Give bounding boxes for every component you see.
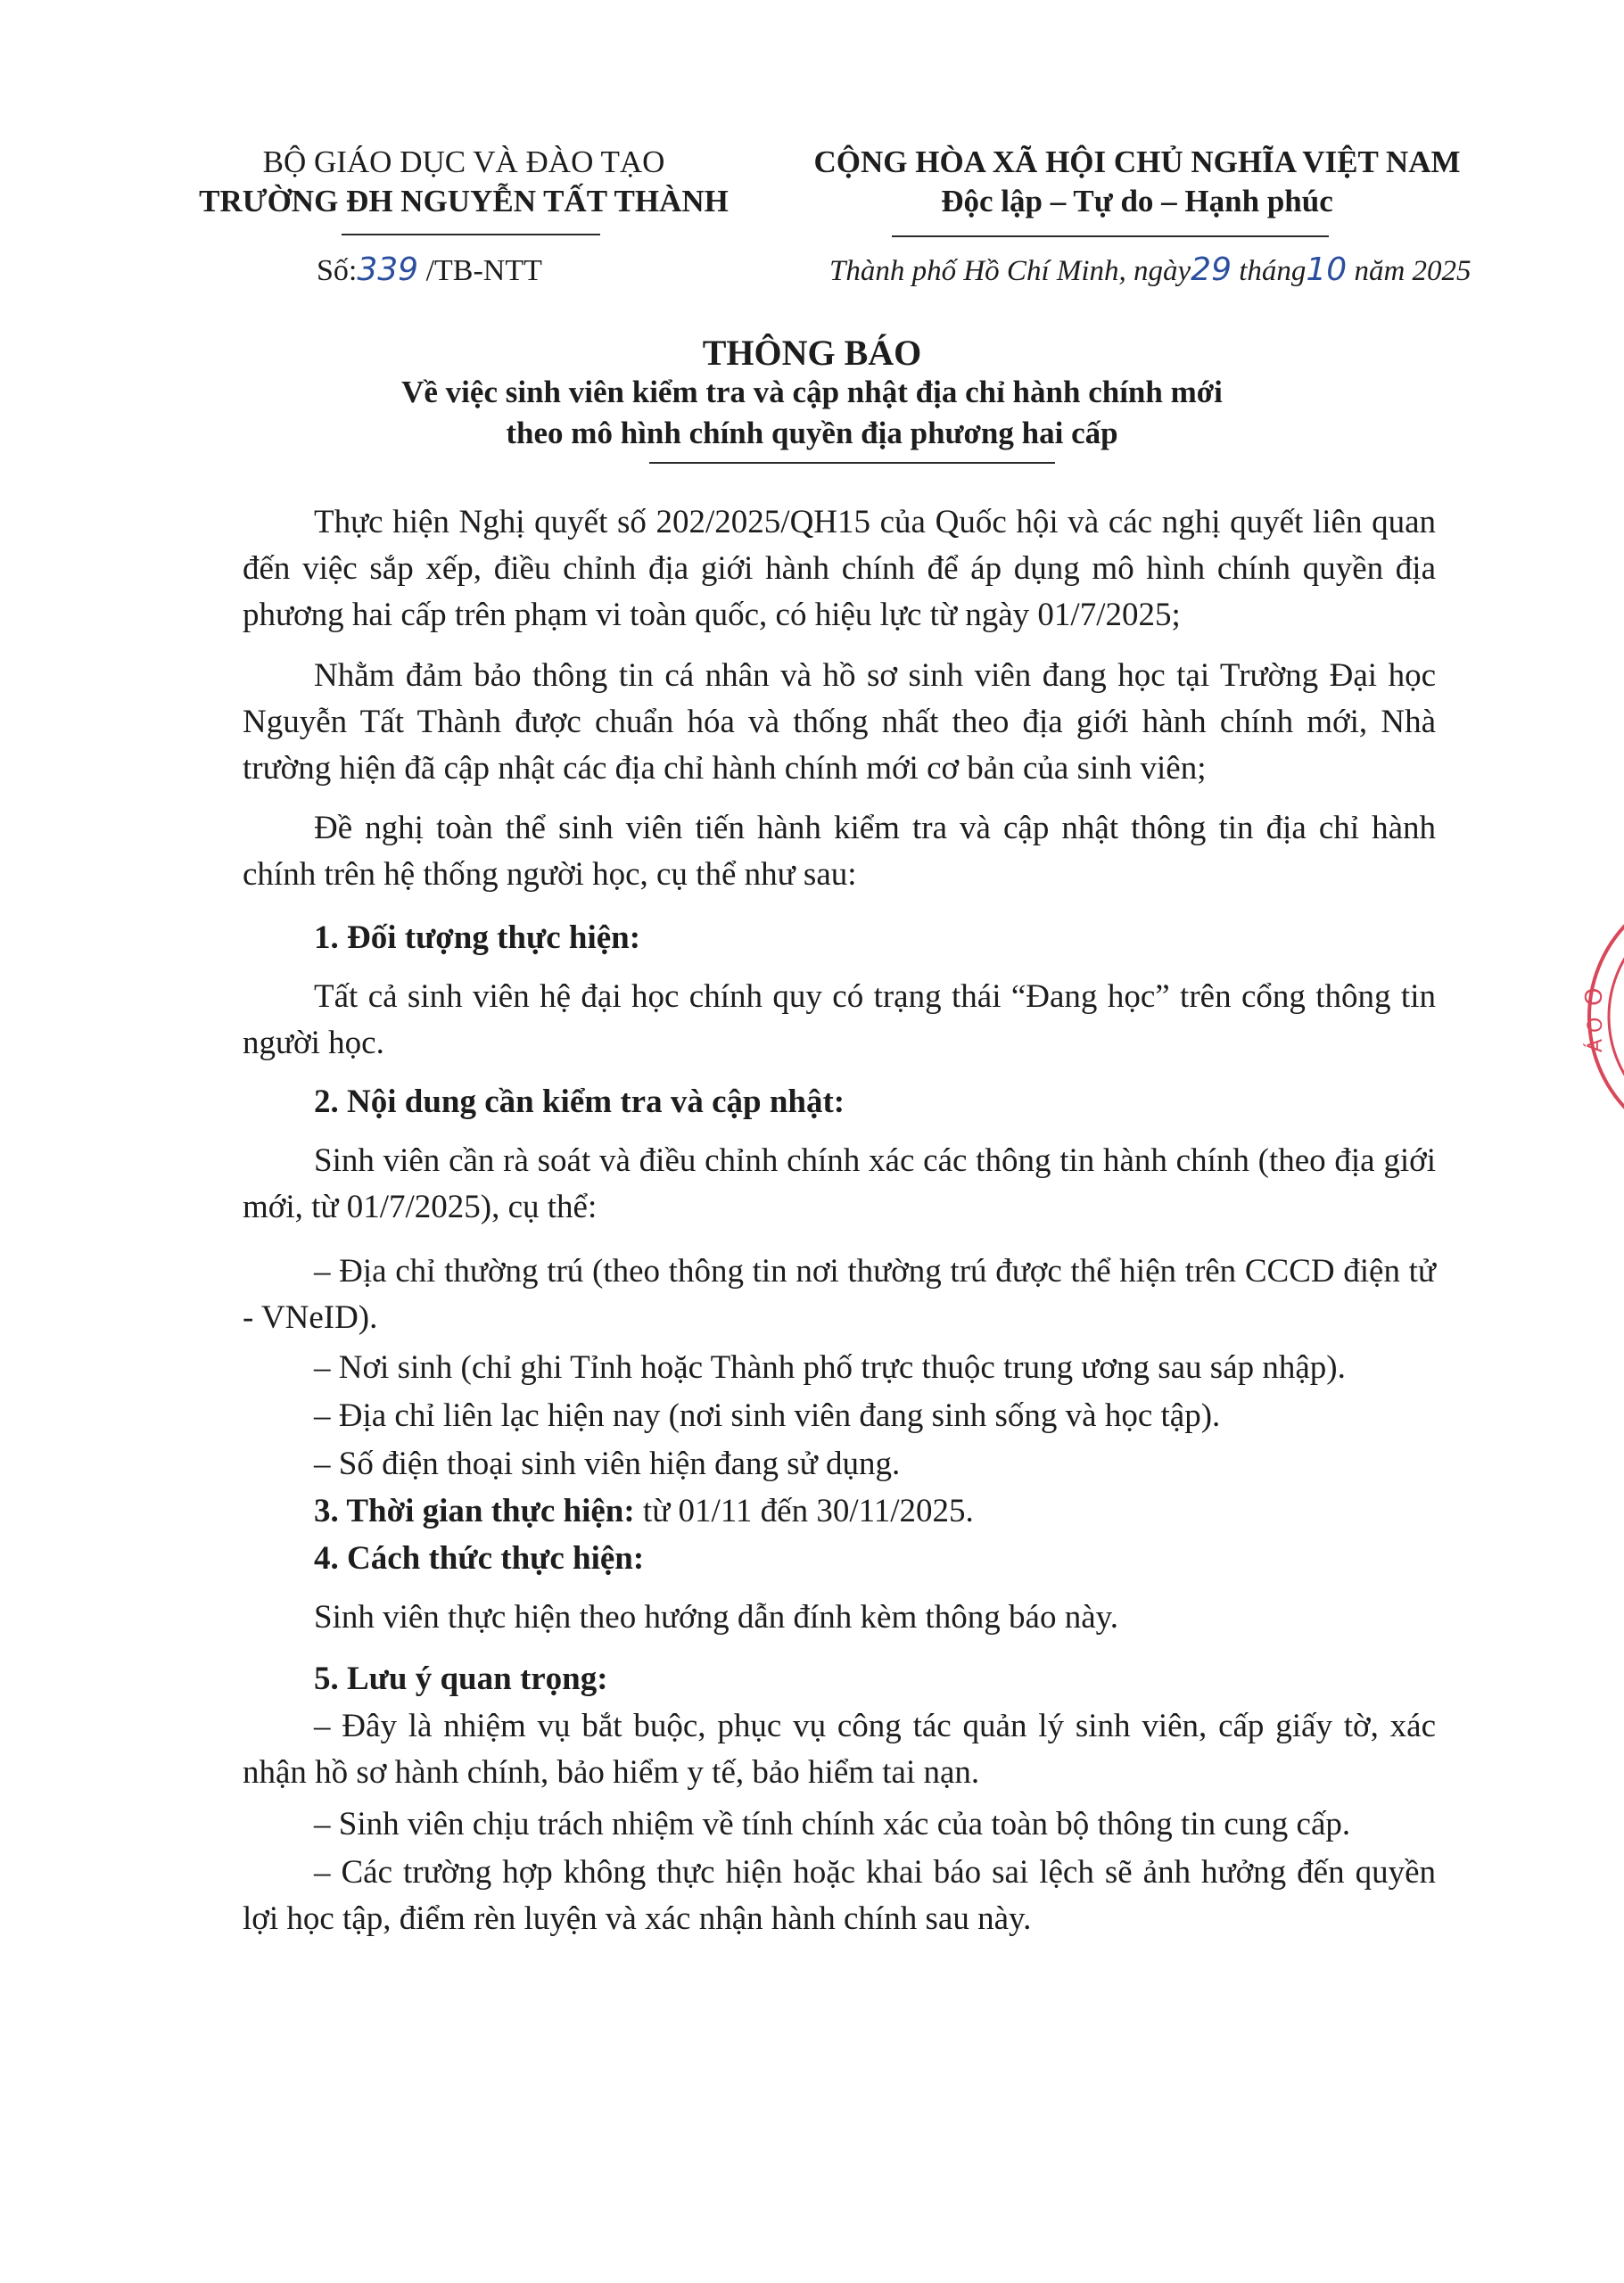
intro-paragraph-2: Nhằm đảm bảo thông tin cá nhân và hồ sơ sinh viên đang học tại Trường Đại học Nguyễn Tất Thành được chuẩn hóa và thống nhất theo địa giới hành chính mới, Nhà trường hiện đã cập nhật các địa chỉ hành chính mới cơ bản của sinh viên; xyxy=(243,657,1436,787)
section-1-text: Tất cả sinh viên hệ đại học chính quy có trạng thái “Đang học” trên cổng thông tin người học. xyxy=(243,978,1436,1061)
national-motto: Độc lập – Tự do – Hạnh phúc xyxy=(941,184,1333,218)
section-1-heading: 1. Đối tượng thực hiện: xyxy=(314,919,641,956)
section-4-text: Sinh viên thực hiện theo hướng dẫn đính kèm thông báo này. xyxy=(314,1599,1118,1636)
motto-underline xyxy=(892,235,1329,237)
university-name: TRƯỜNG ĐH NGUYỄN TẤT THÀNH xyxy=(199,184,729,218)
seal-graphic xyxy=(1571,901,1624,1133)
section-2-bullet-3: – Địa chỉ liên lạc hiện nay (nơi sinh viên đang sinh sống và học tập). xyxy=(314,1397,1221,1434)
section-4-heading: 4. Cách thức thực hiện: xyxy=(314,1540,645,1577)
document-title: THÔNG BÁO xyxy=(702,333,922,373)
intro-paragraph-1: Thực hiện Nghị quyết số 202/2025/QH15 của Quốc hội và các nghị quyết liên quan đến việc sắp xếp, điều chỉnh địa giới hành chính để áp dụng mô hình chính quyền địa phương hai cấp trên phạm vi toàn quốc, có hiệu lực từ ngày 01/7/2025; xyxy=(243,504,1436,633)
svg-text:Á O: Á O xyxy=(1585,1017,1607,1052)
national-heading xyxy=(763,143,1512,221)
document-subtitle-2: theo mô hình chính quyền địa phương hai cấp xyxy=(506,416,1118,450)
date-year: năm 2025 xyxy=(1354,255,1471,287)
ref-prefix: Số: xyxy=(317,254,358,287)
official-seal-partial xyxy=(1571,901,1624,1133)
section-5-heading: 5. Lưu ý quan trọng: xyxy=(314,1661,608,1697)
section-2-bullet-2: – Nơi sinh (chỉ ghi Tỉnh hoặc Thành phố trực thuộc trung ương sau sáp nhập). xyxy=(314,1349,1346,1386)
document-number xyxy=(317,251,542,288)
title-underline xyxy=(649,462,1055,464)
document-subtitle-1: Về việc sinh viên kiểm tra và cập nhật địa chỉ hành chính mới xyxy=(401,375,1223,409)
intro-paragraph-3: Đề nghị toàn thể sinh viên tiến hành kiểm tra và cập nhật thông tin địa chỉ hành chính trên hệ thống người học, cụ thể như sau: xyxy=(243,810,1436,893)
date-day-handwritten: 29 xyxy=(1191,251,1232,288)
svg-text:O: O xyxy=(1581,987,1608,1006)
document-date xyxy=(829,251,1471,288)
section-3 xyxy=(243,1488,1436,1535)
ref-number-handwritten: 339 xyxy=(357,251,419,288)
country-name: CỘNG HÒA XÃ HỘI CHỦ NGHĨA VIỆT NAM xyxy=(813,144,1461,179)
section-5-bullet-2: – Sinh viên chịu trách nhiệm về tính chính xác của toàn bộ thông tin cung cấp. xyxy=(314,1806,1351,1842)
section-5-bullet-3: – Các trường hợp không thực hiện hoặc khai báo sai lệch sẽ ảnh hưởng đến quyền lợi học tập, điểm rèn luyện và xác nhận hành chính sau này. xyxy=(243,1854,1436,1937)
section-3-heading: 3. Thời gian thực hiện: xyxy=(314,1493,635,1529)
date-month-handwritten: 10 xyxy=(1306,251,1348,288)
ministry-name: BỘ GIÁO DỤC VÀ ĐÀO TẠO xyxy=(262,144,665,179)
issuer-block xyxy=(169,143,758,221)
ref-suffix: /TB-NTT xyxy=(425,254,542,287)
section-2-heading: 2. Nội dung cần kiểm tra và cập nhật: xyxy=(314,1084,845,1120)
section-2-text: Sinh viên cần rà soát và điều chỉnh chính xác các thông tin hành chính (theo địa giới mới, từ 01/7/2025), cụ thể: xyxy=(243,1142,1436,1225)
section-5-bullet-1: – Đây là nhiệm vụ bắt buộc, phục vụ công tác quản lý sinh viên, cấp giấy tờ, xác nhận hồ sơ hành chính, bảo hiểm y tế, bảo hiểm tai nạn. xyxy=(243,1708,1436,1791)
section-2-bullet-4: – Số điện thoại sinh viên hiện đang sử dụng. xyxy=(314,1446,901,1482)
date-month-label: tháng xyxy=(1239,255,1307,287)
section-3-text: từ 01/11 đến 30/11/2025. xyxy=(634,1493,974,1529)
date-place: Thành phố Hồ Chí Minh, ngày xyxy=(829,255,1191,287)
section-2-bullet-1: – Địa chỉ thường trú (theo thông tin nơi thường trú được thể hiện trên CCCD điện tử - VNeID). xyxy=(243,1253,1436,1336)
issuer-underline xyxy=(342,234,600,235)
